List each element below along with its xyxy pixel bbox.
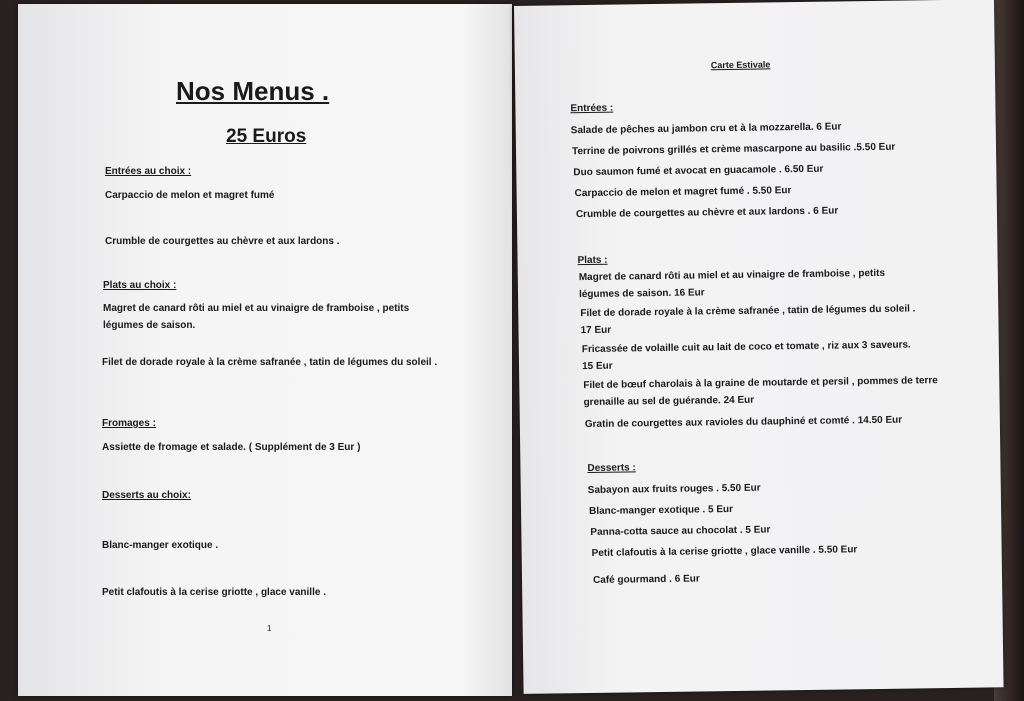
section-heading: Entrées au choix : xyxy=(105,166,192,177)
menu-item: Fricassée de volaille cuit au lait de coco et tomate , riz aux 3 saveurs. 15 Eur xyxy=(581,339,911,373)
section-heading: Plats : xyxy=(577,254,608,267)
menu-item: Blanc-manger exotique . xyxy=(102,540,219,551)
section-heading: Plats au choix : xyxy=(103,280,177,291)
page-title: Carte Estivale xyxy=(710,59,771,71)
menu-item: Petit clafoutis à la cerise griotte , glace vanille . xyxy=(102,587,326,598)
menu-item: Salade de pêches au jambon cru et à la mozzarella. 6 Eur xyxy=(570,121,842,137)
menu-item: Crumble de courgettes au chèvre et aux lardons . 6 Eur xyxy=(575,205,839,221)
left-menu-page xyxy=(18,4,512,696)
menu-item: Filet de dorade royale à la crème safranée , tatin de légumes du soleil . 17 Eur xyxy=(580,303,916,337)
menu-item: Panna-cotta sauce au chocolat . 5 Eur xyxy=(590,524,771,538)
page-title: Nos Menus . xyxy=(176,76,330,106)
menu-item: Carpaccio de melon et magret fumé . 5.50 Eur xyxy=(574,185,792,200)
section-heading: Desserts au choix: xyxy=(102,490,191,501)
menu-item: Sabayon aux fruits rouges . 5.50 Eur xyxy=(587,482,761,497)
menu-item: Magret de canard rôti au miel et au vinaigre de framboise , petits légumes de saison. xyxy=(103,303,410,331)
menu-price: 25 Euros xyxy=(226,126,307,147)
menu-item: Blanc-manger exotique . 5 Eur xyxy=(588,503,734,518)
section-heading: Fromages : xyxy=(102,418,156,429)
menu-item: Petit clafoutis à la cerise griotte , glace vanille . 5.50 Eur xyxy=(591,544,858,559)
menu-item: Filet de bœuf charolais à la graine de moutarde et persil , pommes de terre grenaille au sel de guérande. 24 Eur xyxy=(583,375,938,409)
menu-item: Café gourmand . 6 Eur xyxy=(592,573,700,586)
menu-item: Assiette de fromage et salade. ( Supplément de 3 Eur ) xyxy=(102,442,361,453)
page-number: 1 xyxy=(267,624,272,633)
menu-item: Filet de dorade royale à la crème safranée , tatin de légumes du soleil . xyxy=(102,357,438,368)
menu-item: Gratin de courgettes aux ravioles du dauphiné et comté . 14.50 Eur xyxy=(584,414,903,431)
menu-item: Crumble de courgettes au chèvre et aux lardons . xyxy=(105,236,340,247)
section-heading: Entrées : xyxy=(570,102,614,115)
menu-item: Duo saumon fumé et avocat en guacamole . 6.50 Eur xyxy=(573,163,824,179)
section-heading: Desserts : xyxy=(587,462,636,475)
menu-item: Carpaccio de melon et magret fumé xyxy=(105,190,275,201)
right-menu-page xyxy=(514,0,1004,694)
menu-item: Magret de canard rôti au miel et au vinaigre de framboise , petits légumes de saison. 16 Eur xyxy=(578,267,886,301)
menu-item: Terrine de poivrons grillés et crème mascarpone au basilic .5.50 Eur xyxy=(571,141,896,158)
